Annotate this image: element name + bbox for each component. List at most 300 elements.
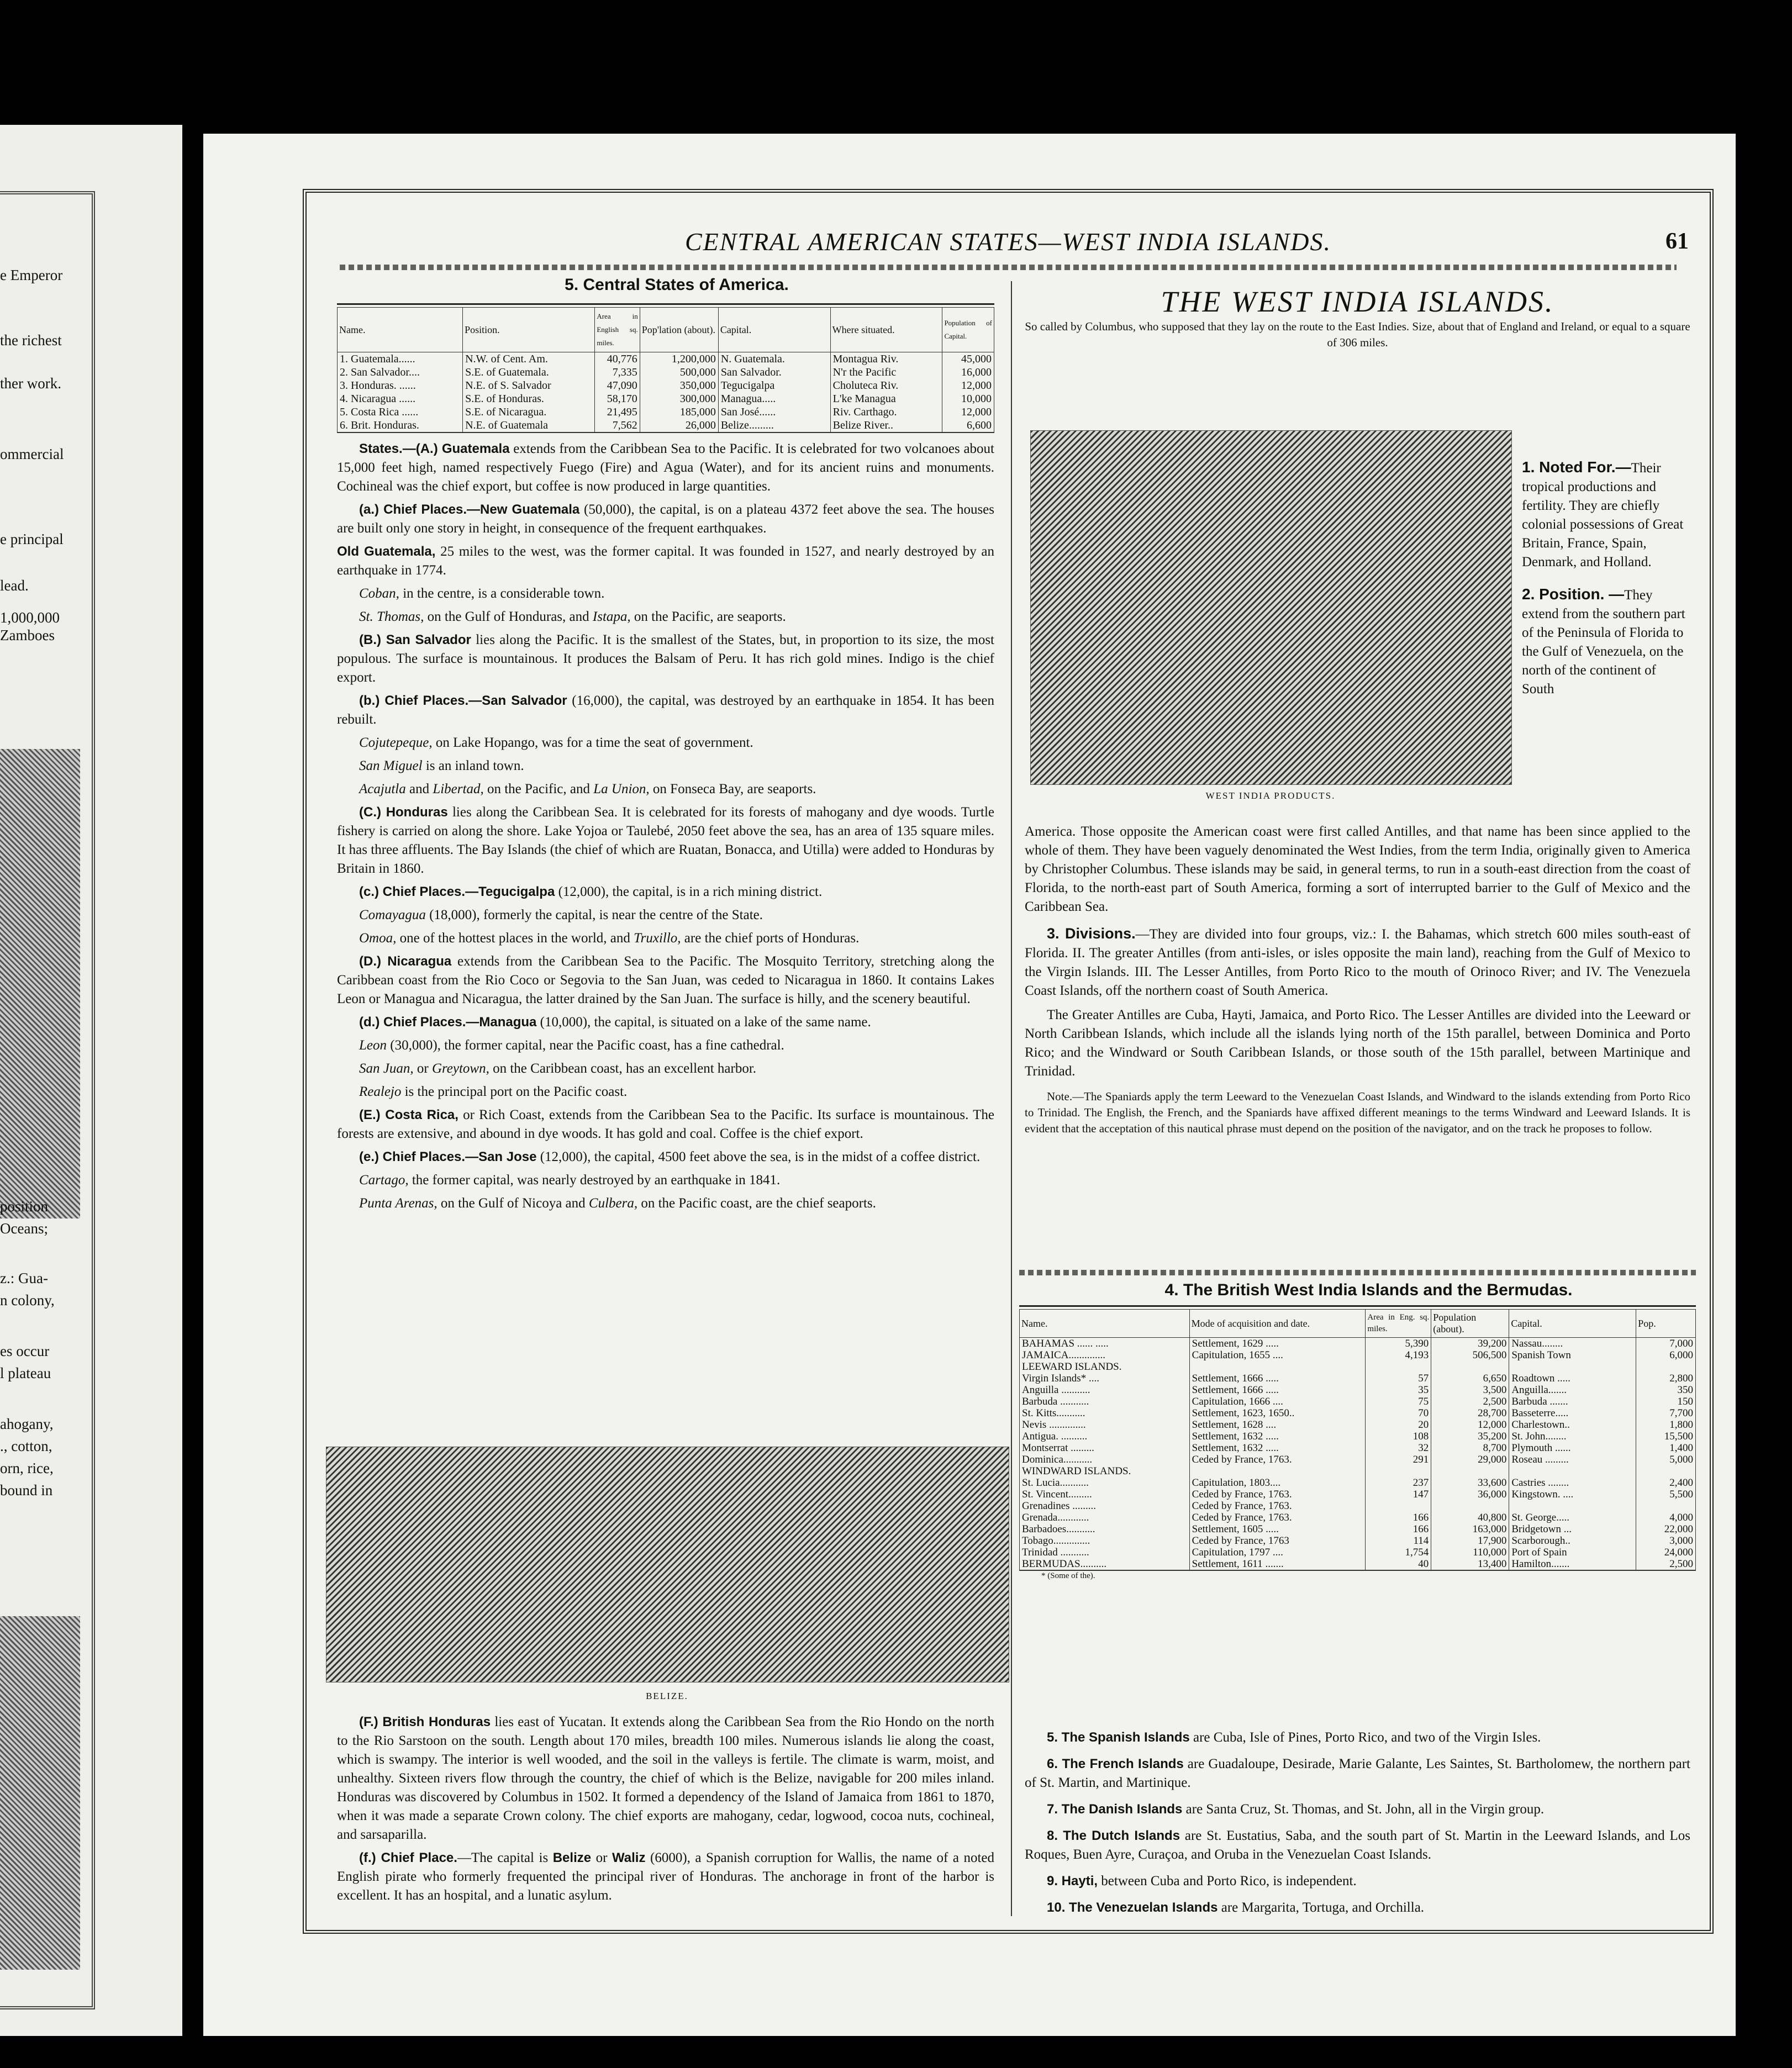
table-cell xyxy=(1366,1465,1431,1477)
table-cell xyxy=(1636,1465,1696,1477)
table-cell: 1,200,000 xyxy=(640,352,718,366)
left-facing-page xyxy=(0,125,182,2036)
left-fragment: 1,000,000 xyxy=(0,609,60,626)
table-cell: 2,500 xyxy=(1636,1558,1696,1570)
section-label: 9. Hayti, xyxy=(1047,1874,1098,1888)
left-fragment: position xyxy=(0,1198,49,1215)
table-cell: Grenadines ......... xyxy=(1020,1500,1190,1512)
table-cell: 45,000 xyxy=(942,352,994,366)
west-india-intro: So called by Columbus, who supposed that they lay on the route to the East Indies. Size, about that of England and Ireland, or equal to a square of 306 miles. xyxy=(1025,320,1690,349)
british-honduras-text xyxy=(337,1713,994,1909)
body-text: or xyxy=(591,1850,612,1865)
table-row xyxy=(1020,1558,1696,1570)
table-row xyxy=(338,379,994,392)
table-cell: 6,600 xyxy=(942,419,994,432)
other-islands-list xyxy=(1025,1728,1690,1925)
table-cell: 5,500 xyxy=(1636,1489,1696,1500)
col-header: Mode of acquisition and date. xyxy=(1189,1310,1366,1338)
table-cell: 1,754 xyxy=(1366,1547,1431,1558)
table-cell: L'ke Managua xyxy=(830,392,942,405)
table-cell: 2,800 xyxy=(1636,1373,1696,1384)
left-fragment: ther work. xyxy=(0,375,61,392)
table-cell: Tegucigalpa xyxy=(718,379,830,392)
body-text: are Cuba, Isle of Pines, Porto Rico, and two of the Virgin Isles. xyxy=(1189,1730,1541,1745)
table-cell: 35 xyxy=(1366,1384,1431,1396)
table-cell: Barbuda ........... xyxy=(1020,1396,1190,1407)
table-cell xyxy=(1636,1500,1696,1512)
table-cell: 12,000 xyxy=(1431,1419,1509,1431)
table-cell: 16,000 xyxy=(942,366,994,379)
central-table-wrap xyxy=(337,303,994,433)
table-cell: S.E. of Honduras. xyxy=(463,392,595,405)
table-cell: Tobago.............. xyxy=(1020,1535,1190,1547)
section-label: 7. The Danish Islands xyxy=(1047,1802,1183,1817)
body-text: one of the hottest places in the world, and xyxy=(396,931,634,946)
table-cell xyxy=(1366,1361,1431,1373)
table-cell: 22,000 xyxy=(1636,1523,1696,1535)
table-cell: Settlement, 1629 ..... xyxy=(1189,1338,1366,1350)
table-cell xyxy=(1636,1361,1696,1373)
table-cell: St. John........ xyxy=(1509,1431,1636,1442)
table-cell: Barbadoes........... xyxy=(1020,1523,1190,1535)
body-text: They extend from the southern part of the Peninsula of Florida to the Gulf of Venezuela, on the north of the continent of South xyxy=(1522,588,1685,697)
table-cell: 5,000 xyxy=(1636,1454,1696,1465)
left-fragment: lead. xyxy=(0,577,29,594)
table-cell: 147 xyxy=(1366,1489,1431,1500)
body-text: America. Those opposite the American coast were first called Antilles, and that name has been since applied to the whole of them. They have been vaguely denominated the West Indies, from the term India, originally given to America by Christopher Columbus. These islands may be said, in general terms, to run in a south-east direction from the coast of Florida, to the north-east part of South America, forming a sort of interrupted barrier to the Gulf of Mexico and the Caribbean Sea. xyxy=(1025,824,1690,914)
table-cell: Roadtown ..... xyxy=(1509,1373,1636,1384)
table-cell: 13,400 xyxy=(1431,1558,1509,1570)
left-fragment: z.: Gua- xyxy=(0,1270,48,1286)
section-label: (D.) Nicaragua xyxy=(359,954,452,969)
table-cell: 12,000 xyxy=(942,379,994,392)
page-title: CENTRAL AMERICAN STATES—WEST INDIA ISLANDS. xyxy=(684,228,1332,256)
body-text: on the Gulf of Nicoya and xyxy=(437,1196,589,1211)
body-text: on the Pacific coast, are the chief seaports. xyxy=(637,1196,876,1211)
table-cell: 1,800 xyxy=(1636,1419,1696,1431)
table-cell: Spanish Town xyxy=(1509,1349,1636,1361)
body-text: (50,000), the capital, is on a plateau 4372 feet above the sea. The houses are built only one story in height, in consequence of the frequent earthquakes. xyxy=(337,502,994,536)
table-cell: 5,390 xyxy=(1366,1338,1431,1350)
table-cell: BERMUDAS.......... xyxy=(1020,1558,1190,1570)
table-cell xyxy=(1189,1361,1366,1373)
british-islands-heading: 4. The British West India Islands and the Bermudas. xyxy=(1164,1281,1573,1299)
table-cell xyxy=(1509,1500,1636,1512)
central-states-text xyxy=(337,440,994,1213)
table-cell: Castries ........ xyxy=(1509,1477,1636,1489)
table-cell: Bridgetown ... xyxy=(1509,1523,1636,1535)
table-cell: 12,000 xyxy=(942,405,994,419)
section-label: (E.) Costa Rica, xyxy=(359,1107,458,1122)
body-text: The Greater Antilles are Cuba, Hayti, Jamaica, and Porto Rico. The Lesser Antilles are divided into the Leeward or North Caribbean Islands, which include all the islands lying north of the 15th parallel, between Dominica and Porto Rico; and the Windward or South Caribbean Islands, or those south of the 15th parallel, between Martinique and Trinidad. xyxy=(1025,1007,1690,1079)
table-cell: 150 xyxy=(1636,1396,1696,1407)
table-cell: N.E. of S. Salvador xyxy=(463,379,595,392)
left-engraving-lower xyxy=(0,1616,80,1970)
table-row xyxy=(1020,1477,1696,1489)
table-cell: 32 xyxy=(1366,1442,1431,1454)
place-name: Cartago, xyxy=(359,1173,409,1188)
table-cell: 6,000 xyxy=(1636,1349,1696,1361)
west-india-header xyxy=(1025,285,1690,355)
table-cell: 4. Nicaragua ...... xyxy=(338,392,463,405)
col-header: Name. xyxy=(1020,1310,1190,1338)
table-cell: 350,000 xyxy=(640,379,718,392)
table-cell: 114 xyxy=(1366,1535,1431,1547)
table-cell: 10,000 xyxy=(942,392,994,405)
place-name: Comayagua xyxy=(359,908,426,922)
central-table-body xyxy=(338,352,994,433)
section-label: States.—(A.) Guatemala xyxy=(359,441,510,456)
body-text: is the principal port on the Pacific coast. xyxy=(401,1084,628,1099)
west-india-body xyxy=(1025,822,1690,1141)
section-label: (a.) Chief Places.—New Guatemala xyxy=(359,502,580,517)
table-cell: Belize......... xyxy=(718,419,830,432)
table-cell xyxy=(1509,1465,1636,1477)
section-label: (C.) Honduras xyxy=(359,805,448,820)
body-text: extends from the Caribbean Sea to the Pacific. The Mosquito Territory, stretching along the Caribbean coast from the Rio Coco or Segovia to the San Juan, was ceded to Nicaragua in 1860. It contains Lakes Leon or Managua and Nicaragua, the latter drained by the San Juan. The surface is hilly, and the scenery beautiful. xyxy=(337,954,994,1006)
table-cell: Montserrat ......... xyxy=(1020,1442,1190,1454)
table-cell xyxy=(1431,1465,1509,1477)
body-text: are Margarita, Tortuga, and Orchilla. xyxy=(1217,1900,1425,1915)
section-label: (F.) British Honduras xyxy=(359,1714,491,1729)
table-cell: 500,000 xyxy=(640,366,718,379)
left-engraving xyxy=(0,749,80,1218)
table-row xyxy=(338,392,994,405)
header-rule xyxy=(340,265,1677,270)
table-cell: S.E. of Guatemala. xyxy=(463,366,595,379)
table-cell: 166 xyxy=(1366,1523,1431,1535)
body-text: lies east of Yucatan. It extends along the Caribbean Sea from the Rio Hondo on the north to the Rio Sarstoon on the south. Length about 170 miles, breadth 100 miles. Numerous islands lie along the coast, which is swampy. The interior is well wooded, and the soil in the valleys is fertile. The climate is warm, moist, and unhealthy. Sixteen rivers flow through the country, the chief of which is the Belize, navigable for 200 miles inland. Honduras was discovered by Columbus in 1502. It formed a dependency of the Island of Jamaica from 1861 to 1870, when it was made a separate Crown colony. The chief exports are mahogany, cedar, logwood, cocoa nuts, cochineal, and sarsaparilla. xyxy=(337,1714,994,1842)
section-label: (f.) Chief Place. xyxy=(359,1850,457,1865)
table-cell: 7,000 xyxy=(1636,1338,1696,1350)
body-text: (10,000), the capital, is situated on a lake of the same name. xyxy=(536,1015,871,1030)
table-cell: San José...... xyxy=(718,405,830,419)
table-cell: N. Guatemala. xyxy=(718,352,830,366)
col-header: Area in Eng. sq. miles. xyxy=(1366,1310,1431,1338)
table-cell: 36,000 xyxy=(1431,1489,1509,1500)
body-text: or xyxy=(413,1061,432,1076)
list-item xyxy=(1025,1898,1690,1917)
table-cell: Ceded by France, 1763. xyxy=(1189,1500,1366,1512)
west-india-title: THE WEST INDIA ISLANDS. xyxy=(1161,285,1554,318)
noted-for-sidebar xyxy=(1522,458,1690,703)
table-row xyxy=(338,405,994,419)
table-cell: 6. Brit. Honduras. xyxy=(338,419,463,432)
body-text: (30,000), the former capital, near the Pacific coast, has a fine cathedral. xyxy=(387,1038,784,1053)
section-label: (c.) Chief Places.—Tegucigalpa xyxy=(359,884,555,899)
table-cell: 350 xyxy=(1636,1384,1696,1396)
table-cell: Dominica........... xyxy=(1020,1454,1190,1465)
list-item xyxy=(1025,1827,1690,1864)
body-text: (16,000), the capital, was destroyed by an earthquake in 1854. It has been rebuilt. xyxy=(337,693,994,727)
table-cell: 6,650 xyxy=(1431,1373,1509,1384)
left-fragment: ahogany, xyxy=(0,1416,54,1432)
col-header: Capital. xyxy=(718,308,830,352)
table-cell: 4,193 xyxy=(1366,1349,1431,1361)
table-cell: 166 xyxy=(1366,1512,1431,1523)
table-cell: 2. San Salvador.... xyxy=(338,366,463,379)
table-cell: 33,600 xyxy=(1431,1477,1509,1489)
table-cell: Settlement, 1632 ..... xyxy=(1189,1442,1366,1454)
table-cell: 3,500 xyxy=(1431,1384,1509,1396)
body-text: 25 miles to the west, was the former capital. It was founded in 1527, and nearly destroyed by an earthquake in 1774. xyxy=(337,544,994,578)
section-label: 3. Divisions. xyxy=(1047,925,1136,942)
west-india-products-illustration xyxy=(1030,430,1512,785)
table-cell xyxy=(1431,1500,1509,1512)
table-cell: 20 xyxy=(1366,1419,1431,1431)
body-text: or Rich Coast, extends from the Caribbean Sea to the Pacific. Its surface is mountainous. The forests are extensive, and abound in dye woods. It has gold and coal. Coffee is the chief export. xyxy=(337,1107,994,1141)
left-fragment: Zamboes xyxy=(0,627,55,643)
table-row xyxy=(338,419,994,432)
body-text: are Guadaloupe, Desirade, Marie Galante, Les Saintes, St. Bartholomew, the northern part of St. Martin, and Martinique. xyxy=(1025,1756,1690,1790)
place-name: Cojutepeque, xyxy=(359,735,433,750)
col-header: Area in English sq. miles. xyxy=(595,308,640,352)
table-cell: Basseterre..... xyxy=(1509,1407,1636,1419)
table-cell: Managua..... xyxy=(718,392,830,405)
table-cell: Trinidad ........... xyxy=(1020,1547,1190,1558)
place-name: Acajutla xyxy=(359,782,406,796)
table-cell: 57 xyxy=(1366,1373,1431,1384)
section-label: 5. The Spanish Islands xyxy=(1047,1730,1190,1745)
list-item xyxy=(1025,1728,1690,1747)
body-text: (18,000), formerly the capital, is near the centre of the State. xyxy=(425,908,763,922)
left-fragment: e Emperor xyxy=(0,267,63,283)
table-cell: LEEWARD ISLANDS. xyxy=(1020,1361,1190,1373)
body-text: (12,000), the capital, 4500 feet above the sea, is in the midst of a coffee district. xyxy=(536,1149,981,1164)
table-cell: Settlement, 1611 ....... xyxy=(1189,1558,1366,1570)
table-row xyxy=(1020,1442,1696,1454)
table-row xyxy=(1020,1419,1696,1431)
table-cell: 26,000 xyxy=(640,419,718,432)
central-states-heading: 5. Central States of America. xyxy=(565,276,789,294)
table-row xyxy=(1020,1373,1696,1384)
table-cell xyxy=(1509,1361,1636,1373)
left-fragment: e principal xyxy=(0,531,64,547)
body-text: lies along the Pacific. It is the smallest of the States, but, in proportion to its size, the most populous. The surface is mountainous. It produces the Balsam of Peru. It has rich gold mines. Indigo is the chief export. xyxy=(337,632,994,685)
col-header: Capital. xyxy=(1509,1310,1636,1338)
body-text: extends from the Caribbean Sea to the Pacific. It is celebrated for two volcanoes about 15,000 feet high, named respectively Fuego (Fire) and Agua (Water), and for its ancient ruins and monuments. Cochineal was the chief export, but coffee is now produced in large quantities. xyxy=(337,441,994,494)
body-text: (12,000), the capital, is in a rich mining district. xyxy=(555,884,823,899)
col-header: Population (about). xyxy=(1431,1310,1509,1338)
table-cell: Settlement, 1605 ..... xyxy=(1189,1523,1366,1535)
col-header: Name. xyxy=(338,308,463,352)
table-cell xyxy=(1431,1361,1509,1373)
body-text: are Santa Cruz, St. Thomas, and St. John, all in the Virgin group. xyxy=(1182,1802,1545,1817)
body-text: and xyxy=(405,782,433,796)
table-cell: JAMAICA.............. xyxy=(1020,1349,1190,1361)
table-row xyxy=(1020,1454,1696,1465)
table-cell: Choluteca Riv. xyxy=(830,379,942,392)
table-cell: 28,700 xyxy=(1431,1407,1509,1419)
table-cell: Anguilla ........... xyxy=(1020,1384,1190,1396)
place-name: Istapa, xyxy=(592,609,631,624)
table-cell: BAHAMAS ...... ..... xyxy=(1020,1338,1190,1350)
table-cell: 2,400 xyxy=(1636,1477,1696,1489)
table-row xyxy=(1020,1349,1696,1361)
left-fragment: the richest xyxy=(0,332,62,349)
table-cell: WINDWARD ISLANDS. xyxy=(1020,1465,1190,1477)
table-cell: 47,090 xyxy=(595,379,640,392)
table-cell: 70 xyxy=(1366,1407,1431,1419)
table-row xyxy=(1020,1489,1696,1500)
belize-illustration xyxy=(326,1447,1009,1682)
list-item xyxy=(1025,1872,1690,1891)
place-name: Omoa, xyxy=(359,931,397,946)
table-row xyxy=(1020,1338,1696,1350)
table-row xyxy=(1020,1512,1696,1523)
body-text: the former capital, was nearly destroyed by an earthquake in 1841. xyxy=(408,1173,781,1188)
left-fragment: n colony, xyxy=(0,1292,55,1309)
table-cell: N'r the Pacific xyxy=(830,366,942,379)
section-label: 10. The Venezuelan Islands xyxy=(1047,1900,1218,1915)
table-row xyxy=(1020,1465,1696,1477)
table-cell: Ceded by France, 1763. xyxy=(1189,1512,1366,1523)
table-cell: Scarborough.. xyxy=(1509,1535,1636,1547)
place-name: San Juan, xyxy=(359,1061,414,1076)
table-cell: Belize River.. xyxy=(830,419,942,432)
table-row xyxy=(1020,1396,1696,1407)
place-name: Coban, xyxy=(359,586,399,601)
section-rule xyxy=(1019,1270,1696,1275)
left-column xyxy=(337,276,994,1217)
section-label: (B.) San Salvador xyxy=(359,632,471,647)
col-header: Position. xyxy=(463,308,595,352)
central-states-table xyxy=(337,307,994,433)
table-cell: 7,700 xyxy=(1636,1407,1696,1419)
table-cell: Settlement, 1666 ..... xyxy=(1189,1373,1366,1384)
table-cell: N.E. of Guatemala xyxy=(463,419,595,432)
table-cell: 237 xyxy=(1366,1477,1431,1489)
table-cell: Ceded by France, 1763. xyxy=(1189,1489,1366,1500)
table-cell: 35,200 xyxy=(1431,1431,1509,1442)
table-cell: Settlement, 1623, 1650.. xyxy=(1189,1407,1366,1419)
table-cell: 110,000 xyxy=(1431,1547,1509,1558)
body-text: on Lake Hopango, was for a time the seat of government. xyxy=(432,735,753,750)
body-text: Their tropical productions and fertility. They are chiefly colonial possessions of Great Britain, France, Spain, Denmark, and Holland. xyxy=(1522,461,1684,569)
left-fragment: orn, rice, xyxy=(0,1460,54,1476)
left-fragment: es occur xyxy=(0,1343,50,1359)
body-text: (6000), a Spanish corruption for Wallis, the name of a noted English pirate who formerly frequented the principal river of Honduras. The anchorage in front of the harbor is excellent. It has an hospital, and a lunatic asylum. xyxy=(337,1850,994,1903)
section-label: (b.) Chief Places.—San Salvador xyxy=(359,693,567,708)
table-cell: 7,335 xyxy=(595,366,640,379)
table-cell: 1. Guatemala...... xyxy=(338,352,463,366)
british-table-wrap xyxy=(1019,1305,1696,1581)
left-fragment: l plateau xyxy=(0,1365,51,1381)
body-text: on the Caribbean coast, has an excellent harbor. xyxy=(489,1061,757,1076)
list-item xyxy=(1025,1755,1690,1792)
table-cell: 21,495 xyxy=(595,405,640,419)
body-text: on the Pacific, and xyxy=(483,782,594,796)
table-cell: Ceded by France, 1763. xyxy=(1189,1454,1366,1465)
table-cell: Capitulation, 1797 .... xyxy=(1189,1547,1366,1558)
section-label: 6. The French Islands xyxy=(1047,1756,1184,1771)
british-table-body xyxy=(1020,1338,1696,1571)
table-cell: Capitulation, 1803.... xyxy=(1189,1477,1366,1489)
table-cell: 3. Honduras. ...... xyxy=(338,379,463,392)
table-row xyxy=(1020,1431,1696,1442)
table-cell: S.E. of Nicaragua. xyxy=(463,405,595,419)
table-cell: 300,000 xyxy=(640,392,718,405)
table-cell: Hamilton....... xyxy=(1509,1558,1636,1570)
table-cell xyxy=(1189,1465,1366,1477)
table-cell: Kingstown. .... xyxy=(1509,1489,1636,1500)
body-text: in the centre, is a considerable town. xyxy=(399,586,605,601)
section-label: 1. Noted For.— xyxy=(1522,458,1631,476)
table-cell: St. Vincent......... xyxy=(1020,1489,1190,1500)
place-bold: Belize xyxy=(552,1850,592,1865)
table-cell: N.W. of Cent. Am. xyxy=(463,352,595,366)
table-cell: 17,900 xyxy=(1431,1535,1509,1547)
table-cell: 15,500 xyxy=(1636,1431,1696,1442)
body-text: between Cuba and Porto Rico, is independent. xyxy=(1098,1874,1357,1888)
table-footnote: * (Some of the). xyxy=(1041,1571,1095,1580)
list-item xyxy=(1025,1800,1690,1819)
place-name: Punta Arenas, xyxy=(359,1196,438,1211)
table-cell: 8,700 xyxy=(1431,1442,1509,1454)
table-row xyxy=(338,366,994,379)
place-name: Libertad, xyxy=(433,782,484,796)
page-number: 61 xyxy=(1665,229,1689,254)
table-cell: St. Lucia........... xyxy=(1020,1477,1190,1489)
table-cell: 40 xyxy=(1366,1558,1431,1570)
west-india-products-caption: WEST INDIA PRODUCTS. xyxy=(1205,790,1336,801)
body-text: on the Pacific, are seaports. xyxy=(630,609,786,624)
place-bold: Waliz xyxy=(612,1850,646,1865)
table-cell: 75 xyxy=(1366,1396,1431,1407)
table-cell xyxy=(1366,1500,1431,1512)
left-fragment: ommercial xyxy=(0,446,64,462)
table-cell: 40,776 xyxy=(595,352,640,366)
table-cell: Capitulation, 1655 .... xyxy=(1189,1349,1366,1361)
body-text: on the Gulf of Honduras, and xyxy=(424,609,593,624)
table-header-row xyxy=(338,308,994,352)
table-cell: 506,500 xyxy=(1431,1349,1509,1361)
table-cell: 2,500 xyxy=(1431,1396,1509,1407)
table-cell: Barbuda ....... xyxy=(1509,1396,1636,1407)
table-header-row xyxy=(1020,1310,1696,1338)
table-cell: Grenada............ xyxy=(1020,1512,1190,1523)
table-cell: 3,000 xyxy=(1636,1535,1696,1547)
left-fragment: bound in xyxy=(0,1482,53,1499)
table-cell: Riv. Carthago. xyxy=(830,405,942,419)
british-islands-table xyxy=(1019,1309,1696,1571)
place-name: Realejo xyxy=(359,1084,402,1099)
table-cell: Settlement, 1628 .... xyxy=(1189,1419,1366,1431)
body-text: are the chief ports of Honduras. xyxy=(681,931,860,946)
table-cell: 29,000 xyxy=(1431,1454,1509,1465)
table-cell: Montagua Riv. xyxy=(830,352,942,366)
section-label: 2. Position. — xyxy=(1522,585,1625,603)
belize-caption: BELIZE. xyxy=(646,1691,688,1701)
place-name: Leon xyxy=(359,1038,387,1053)
column-divider xyxy=(1011,281,1012,1916)
section-label: Old Guatemala, xyxy=(337,544,436,559)
body-text: is an inland town. xyxy=(422,758,524,773)
table-cell: Charlestown.. xyxy=(1509,1419,1636,1431)
table-cell: 291 xyxy=(1366,1454,1431,1465)
table-row xyxy=(1020,1361,1696,1373)
table-cell: Nevis .............. xyxy=(1020,1419,1190,1431)
body-text: —The capital is xyxy=(457,1850,553,1865)
table-cell: 7,562 xyxy=(595,419,640,432)
place-name: Truxillo, xyxy=(634,931,681,946)
table-cell: Antigua. .......... xyxy=(1020,1431,1190,1442)
table-cell: Plymouth ...... xyxy=(1509,1442,1636,1454)
place-name: La Union, xyxy=(593,782,650,796)
place-name: St. Thomas, xyxy=(359,609,424,624)
body-text: —They are divided into four groups, viz.: I. the Bahamas, which stretch 600 miles south-east of Florida. II. The greater Antilles (from anti-isles, or isles opposite the main land), reaching from the Gulf of Mexico to the Virgin Islands. III. The Lesser Antilles, from Porto Rico to the mouth of Orinoco River; and IV. The Venezuela Coast Islands, off the northern coast of South America. xyxy=(1025,927,1690,998)
british-islands-section xyxy=(1019,1270,1696,1581)
